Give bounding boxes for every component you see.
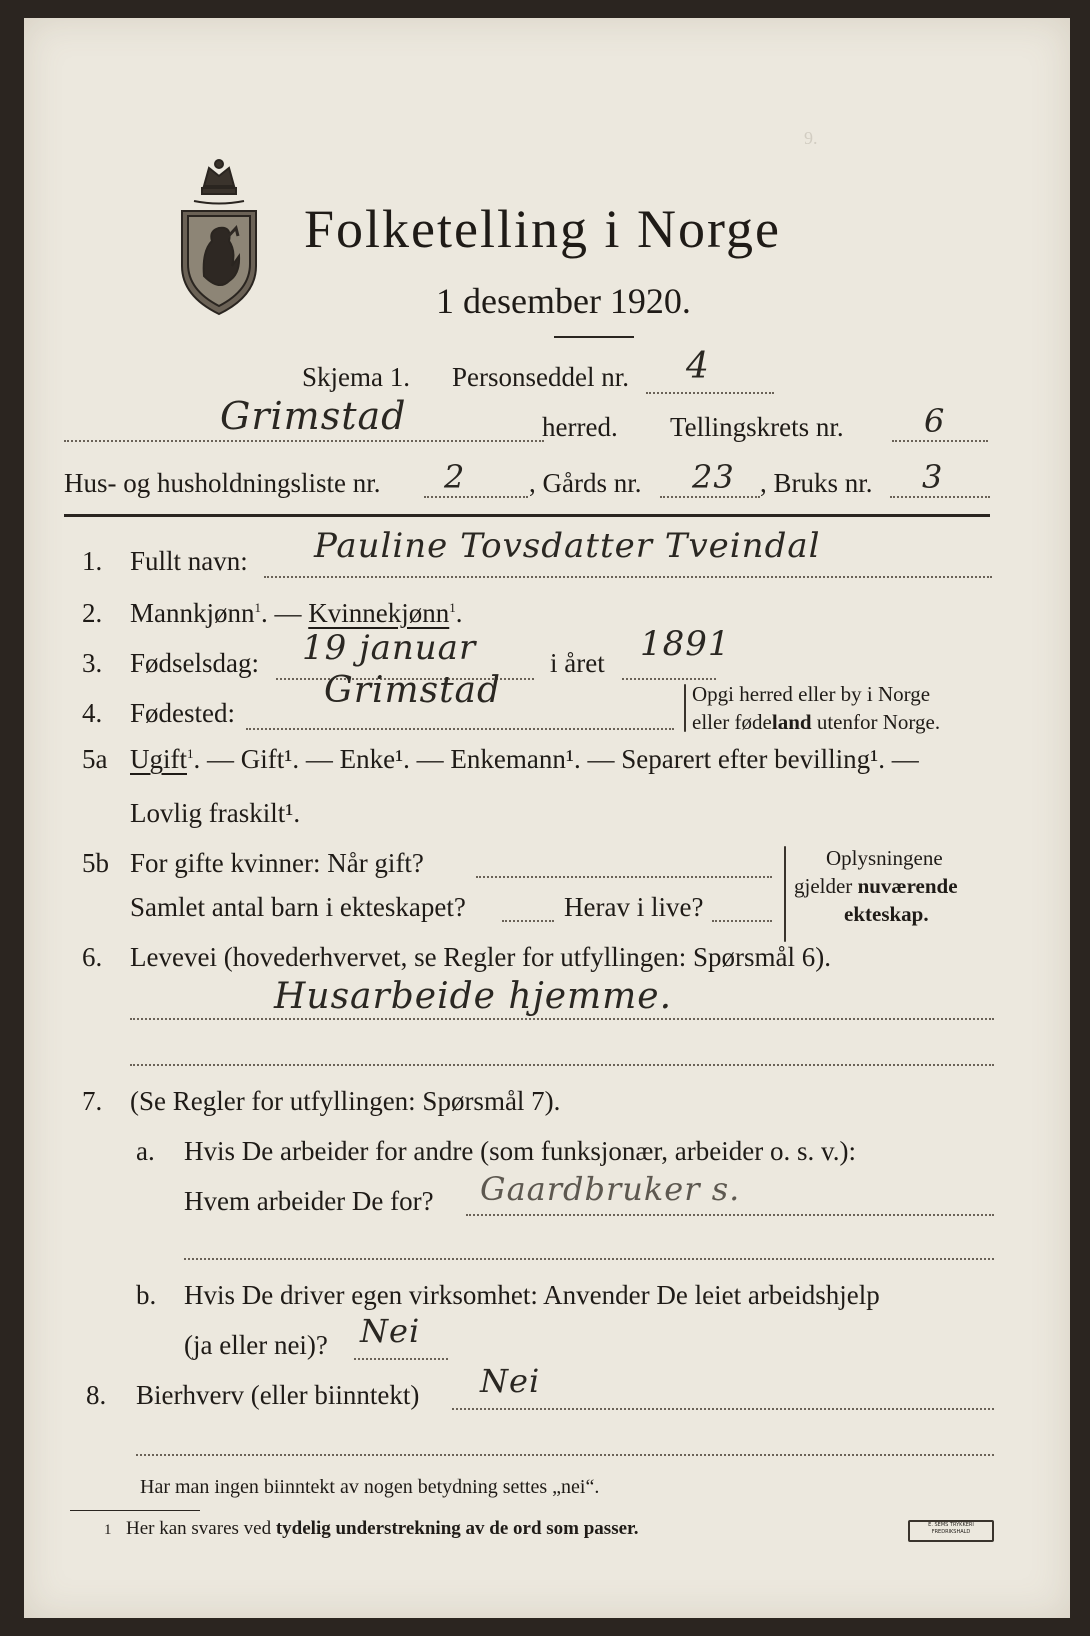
q5b-brace: [784, 846, 786, 942]
q7a-line1: [466, 1214, 994, 1216]
q1-number: 1.: [82, 546, 103, 576]
q3-value: 19 januar: [302, 628, 477, 668]
q3-year-value: 1891: [640, 624, 731, 664]
q1-label: Fullt navn:: [130, 546, 248, 576]
printer-stamp: E. SEMS TRYKKERI FREDRIKSHALD: [908, 1520, 994, 1542]
hus-line: [424, 496, 528, 498]
q7a-value: Gaardbruker s.: [480, 1170, 741, 1208]
tellingskrets-value: 6: [924, 402, 946, 440]
bruks-value: 3: [922, 458, 944, 496]
q4-note-bold: land: [771, 710, 812, 734]
q5b-note-part1: gjelder: [794, 874, 858, 898]
personseddel-value: 4: [686, 346, 710, 387]
q7b-marker: b.: [136, 1280, 157, 1310]
q2-male-option: Mannkjønn: [130, 598, 255, 628]
q2-separator: . —: [261, 598, 302, 628]
q5b-note-bold: nuværende: [857, 874, 958, 898]
header-divider: [64, 514, 990, 517]
footnote-text: [126, 1518, 638, 1540]
q8-label: Bierhverv (eller biinntekt): [136, 1380, 420, 1410]
q7a-marker: a.: [136, 1136, 155, 1166]
q1-value: Pauline Tovsdatter Tveindal: [314, 526, 821, 566]
q6-label: Levevei (hovederhvervet, se Regler for utfyllingen: Spørsmål 6).: [130, 942, 832, 972]
q5b-label2: Samlet antal barn i ekteskapet?: [130, 892, 466, 922]
title-divider: [554, 336, 634, 338]
q5a-number: 5a: [82, 744, 108, 774]
q4-line: [246, 728, 674, 730]
herred-line: [64, 440, 544, 442]
tellingskrets-label: Tellingskrets nr.: [670, 412, 844, 442]
bruks-label: , Bruks nr.: [760, 468, 873, 498]
personseddel-label: Personseddel nr.: [452, 362, 629, 392]
tellingskrets-line: [892, 440, 988, 442]
q8-line1: [452, 1408, 994, 1410]
q5a-ugift-option: Ugift: [130, 744, 187, 774]
footnote-divider: [70, 1510, 200, 1511]
q7a-label1: Hvis De arbeider for andre (som funksjonær, arbeider o. s. v.):: [184, 1136, 856, 1166]
form-date: 1 desember 1920.: [436, 281, 691, 321]
personseddel-line: [646, 392, 774, 394]
q5b-line3: [712, 920, 772, 922]
footnote-text-regular: Her kan svares ved: [126, 1518, 276, 1539]
q2-female-option: Kvinnekjønn: [308, 598, 450, 628]
q4-note-line1: Opgi herred eller by i Norge: [692, 682, 931, 706]
q4-value: Grimstad: [324, 670, 502, 711]
q2-number: 2.: [82, 598, 103, 628]
q6-number: 6.: [82, 942, 103, 972]
footnote-text-bold: tydelig understrekning av de ord som passer.: [275, 1518, 639, 1539]
herred-label: herred.: [542, 412, 618, 442]
q1-line: [264, 576, 992, 578]
gards-value: 23: [692, 458, 735, 496]
q8-number: 8.: [86, 1380, 107, 1410]
hus-label: Hus- og husholdningsliste nr.: [64, 468, 381, 498]
q6-value: Husarbeide hjemme.: [274, 976, 673, 1017]
q7a-line2: [184, 1258, 994, 1260]
q3-number: 3.: [82, 648, 103, 678]
q5b-label3: Herav i live?: [564, 892, 704, 922]
q5b-number: 5b: [82, 848, 109, 878]
form-title: Folketelling i Norge: [304, 199, 781, 259]
census-form-page: [24, 18, 1070, 1618]
hus-value: 2: [444, 458, 466, 496]
q7b-line: [354, 1358, 448, 1360]
q5b-line1: [476, 876, 772, 878]
q6-line2: [130, 1064, 994, 1066]
q5b-note-line2: [794, 874, 958, 899]
q8-note: Har man ingen biinntekt av nogen betydning settes „nei“.: [140, 1476, 600, 1498]
q4-note-part1: eller føde: [692, 710, 772, 734]
q3-year-line: [622, 678, 716, 680]
q4-number: 4.: [82, 698, 103, 728]
gards-line: [660, 496, 760, 498]
norway-coat-of-arms-icon: [174, 156, 264, 316]
bruks-line: [890, 496, 990, 498]
q7b-label2: (ja eller nei)?: [184, 1330, 328, 1360]
gards-label: , Gårds nr.: [529, 468, 642, 498]
q5a-options: Ugift$^1$. — Gift¹. — Enke¹. — Enkemann¹. — Separert efter bevilling¹. —: [130, 744, 919, 774]
q8-value: Nei: [480, 1362, 541, 1400]
q5b-note-line3: ekteskap.: [844, 902, 929, 926]
q7b-label1: Hvis De driver egen virksomhet: Anvender De leiet arbeidshjelp: [184, 1280, 880, 1310]
herred-value: Grimstad: [220, 394, 407, 438]
q7b-value: Nei: [360, 1312, 421, 1350]
q5a-line2: Lovlig fraskilt¹.: [130, 798, 301, 828]
q5a-other-options: . — Gift¹. — Enke¹. — Enkemann¹. — Separert efter bevilling¹. —: [193, 744, 919, 774]
q5b-label1: For gifte kvinner: Når gift?: [130, 848, 424, 878]
q3-label: Fødselsdag:: [130, 648, 260, 678]
q5b-line2: [502, 920, 554, 922]
bleed-through-text: 9.: [804, 128, 818, 148]
footnote-marker: 1: [104, 1522, 112, 1538]
q4-note-line2: [692, 710, 940, 735]
q4-label: Fødested:: [130, 698, 235, 728]
skjema-label: Skjema 1.: [302, 362, 410, 392]
q5b-note-line1: Oplysningene: [826, 846, 943, 870]
q6-line1: [130, 1018, 994, 1020]
q7-number: 7.: [82, 1086, 103, 1116]
q4-note-part2: utenfor Norge.: [811, 710, 941, 734]
q7-label: (Se Regler for utfyllingen: Spørsmål 7).: [130, 1086, 561, 1116]
q4-brace: [684, 684, 686, 732]
q8-line2: [136, 1454, 994, 1456]
q3-year-label: i året: [550, 648, 605, 678]
q2-options: Mannkjønn$^1$. — Kvinnekjønn$^1$.: [130, 598, 463, 628]
q7a-label2: Hvem arbeider De for?: [184, 1186, 434, 1216]
